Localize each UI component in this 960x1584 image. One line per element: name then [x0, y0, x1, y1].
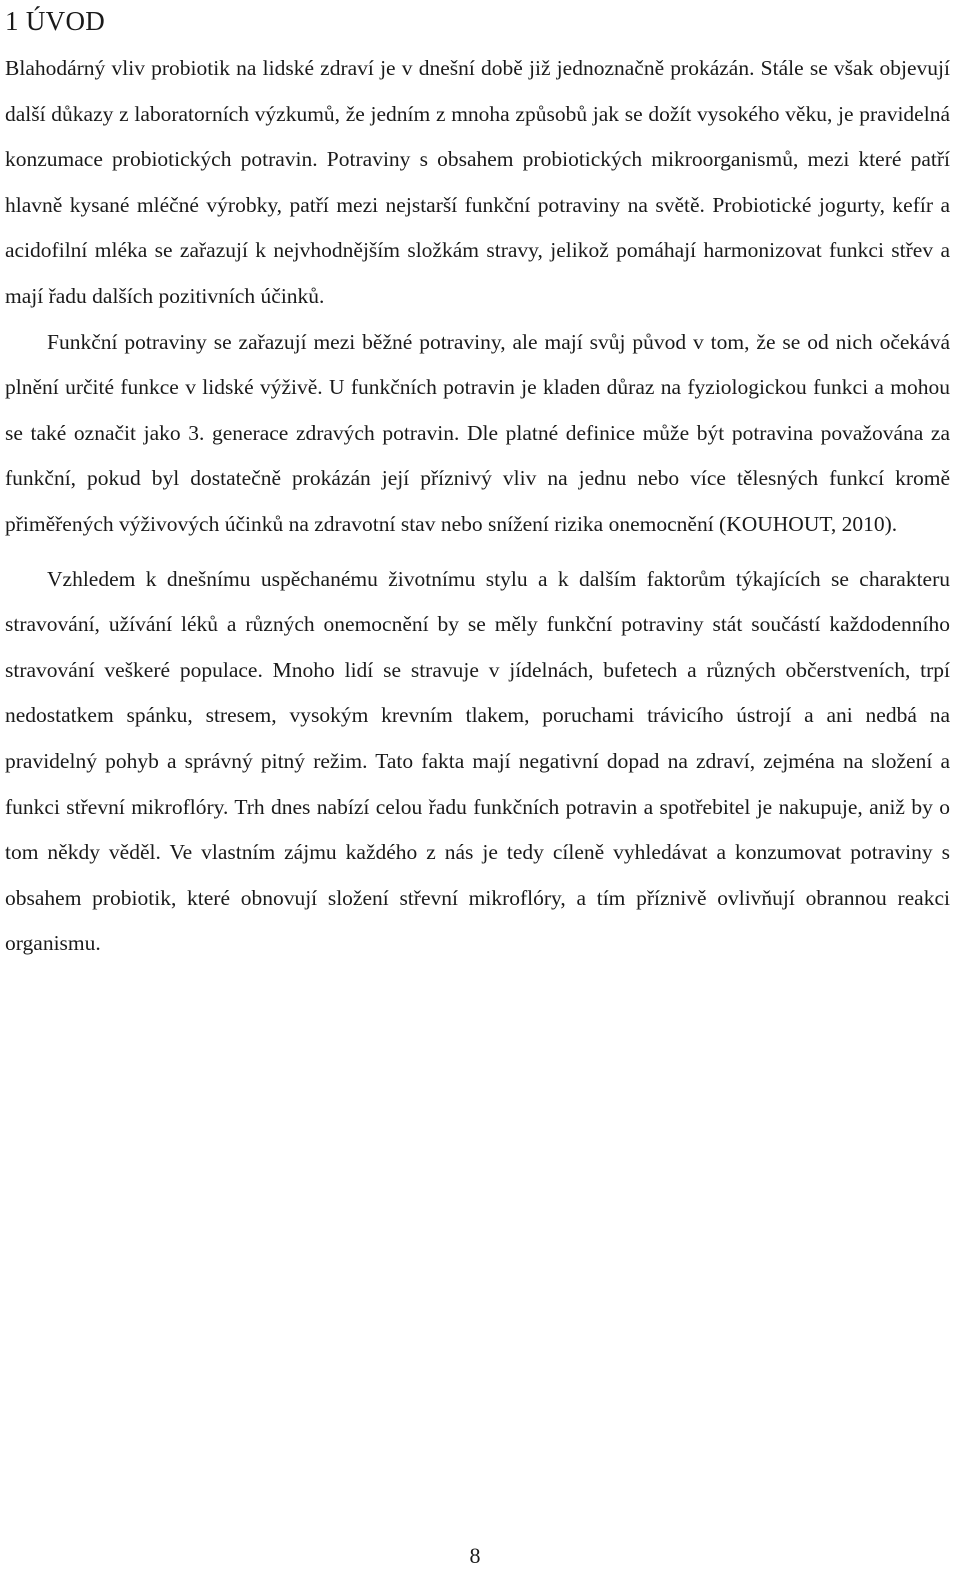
- paragraph-probiotics-benefits: Blahodárný vliv probiotik na lidské zdraví je v dnešní době již jednoznačně prokázán. Stále se však objevují další důkazy z laboratorních výzkumů, že jedním z mnoha způsobů jak se dožít vysokého věku, je pravidelná konzumace probiotických potravin. Potraviny s obsahem probiotických mikroorganismů, mezi které patří hlavně kysané mléčné výrobky, patří mezi nejstarší funkční potraviny na světě. Probiotické jogurty, kefír a acidofilní mléka se zařazují k nejvhodnějším složkám stravy, jelikož pomáhají harmonizovat funkci střev a mají řadu dalších pozitivních účinků.: [5, 56, 950, 308]
- page-number: 8: [469, 1543, 481, 1568]
- paragraph-lifestyle: Vzhledem k dnešnímu uspěchanému životnímu stylu a k dalším faktorům týkajících se charakteru stravování, užívání léků a různých onemocnění by se měly funkční potraviny stát součástí každodenního stravování veškeré populace. Mnoho lidí se stravuje v jídelnách, bufetech a různých občerstveních, trpí nedostatkem spánku, stresem, vysokým krevním tlakem, poruchami trávicího ústrojí a ani nedbá na pravidelný pohyb a správný pitný režim. Tato fakta mají negativní dopad na zdraví, zejména na složení a funkci střevní mikroflóry. Trh dnes nabízí celou řadu funkčních potravin a spotřebitel je nakupuje, aniž by o tom někdy věděl. Ve vlastním zájmu každého z nás je tedy cíleně vyhledávat a konzumovat potraviny s obsahem probiotik, které obnovují složení střevní mikroflóry, a tím příznivě ovlivňují obrannou reakci organismu.: [5, 566, 950, 956]
- paragraph-functional-foods: Funkční potraviny se zařazují mezi běžné potraviny, ale mají svůj původ v tom, že se od nich očekává plnění určité funkce v lidské výživě. U funkčních potravin je kladen důraz na fyziologickou funkci a mohou se také označit jako 3. generace zdravých potravin. Dle platné definice může být potravina považována za funkční, pokud byl dostatečně prokázán její příznivý vliv na jednu nebo více tělesných funkcí kromě přiměřených výživových účinků na zdravotní stav nebo snížení rizika onemocnění (KOUHOUT, 2010).: [5, 329, 950, 536]
- chapter-heading: 1 ÚVOD: [5, 6, 106, 36]
- document-page: [5, 0, 950, 967]
